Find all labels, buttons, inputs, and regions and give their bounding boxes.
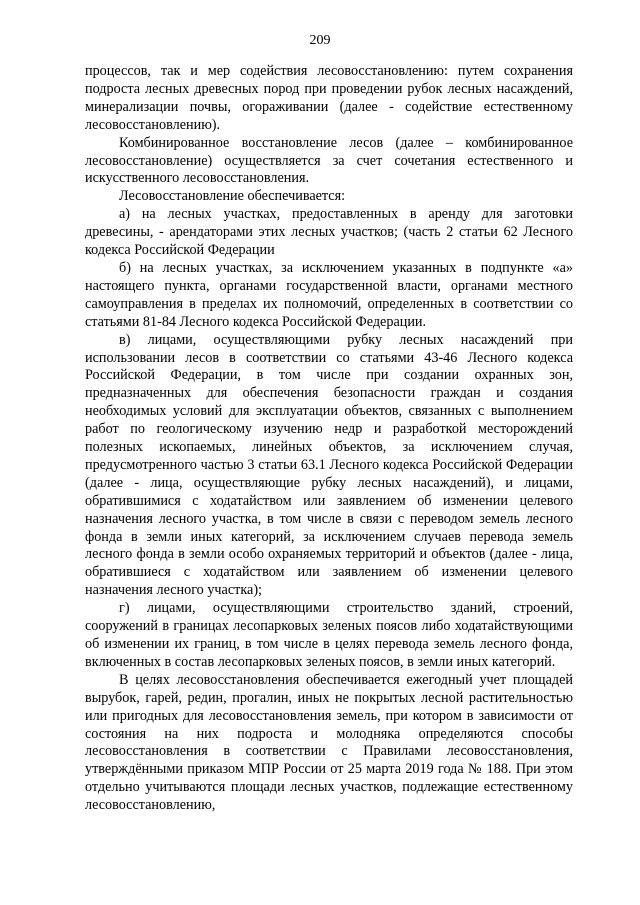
paragraph-item-b: б) на лесных участках, за исключением указанных в подпункте «а» настоящего пункта, органами государственной власти, органами местного самоуправления в пределах их полномочий, определенных в соответствии со статьями 81-84 Лесного кодекса Российской Федерации. (85, 259, 573, 330)
document-body (85, 63, 573, 815)
paragraph-annual-accounting: В целях лесовосстановления обеспечивается ежегодный учет площадей вырубок, гарей, редин, прогалин, иных не покрытых лесной растительностью или пригодных для лесовосстановления земель, при котором в зависимости от состояния на них подроста и молодняка определяются способы лесовосстановления в соответствии с Правилами лесовосстановления, утверждёнными приказом МПР России от 25 марта 2019 года № 188. При этом отдельно учитываются площади лесных участков, подлежащие естественному лесовосстановлению, (85, 671, 573, 814)
paragraph-item-g: г) лицами, осуществляющими строительство зданий, строений, сооружений в границах лесопарковых зеленых поясов либо ходатайствующими об изменении их границ, в том числе в целях перевода земель лесного фонда, включенных в состав лесопарковых зеленых поясов, в земли иных категорий. (85, 600, 573, 670)
paragraph-reforestation-provided: Лесовосстановление обеспечивается: (119, 188, 346, 205)
page-number: 209 (309, 33, 331, 48)
paragraph-item-v: в) лицами, осуществляющими рубку лесных насаждений при использовании лесов в соответствии со статьями 43-46 Лесного кодекса Российской Федерации, в том числе при создании охранных зон, предназначенных для обеспечения безопасности граждан и создания необходимых условий для эксплуатации объектов, связанных с выполнением работ по геологическому изучению недр и разработкой месторождений полезных ископаемых, линейных объектов, за исключением случая, предусмотренного частью 3 статьи 63.1 Лесного кодекса Российской Федерации (далее - лица, осуществляющие рубку лесных насаждений), и лицами, обратившимися с ходатайством или заявлением об изменении целевого назначения лесного участка, в том числе в связи с переводом земель лесного фонда в земли иных категорий, за исключением случаев перевода земель лесного фонда в земли особо охраняемых территорий и объектов (далее - лица, обратившиеся с ходатайством или заявлением об изменении целевого назначения лесного участка); (85, 331, 573, 599)
paragraph-continuation: процессов, так и мер содействия лесовосстановлению: путем сохранения подроста лесных древесных пород при проведении рубок лесных насаждений, минерализации почвы, огораживании (далее - содействие естественному лесовосстановлению). (85, 63, 573, 133)
paragraph-combined-reforestation: Комбинированное восстановление лесов (далее – комбинированное лесовосстановление) осуществляется за счет сочетания естественного и искусственного лесовосстановления. (85, 134, 573, 187)
paragraph-item-a: а) на лесных участках, предоставленных в аренду для заготовки древесины, - арендаторами этих лесных участков; (часть 2 статьи 62 Лесного кодекса Российской Федерации (85, 206, 573, 259)
